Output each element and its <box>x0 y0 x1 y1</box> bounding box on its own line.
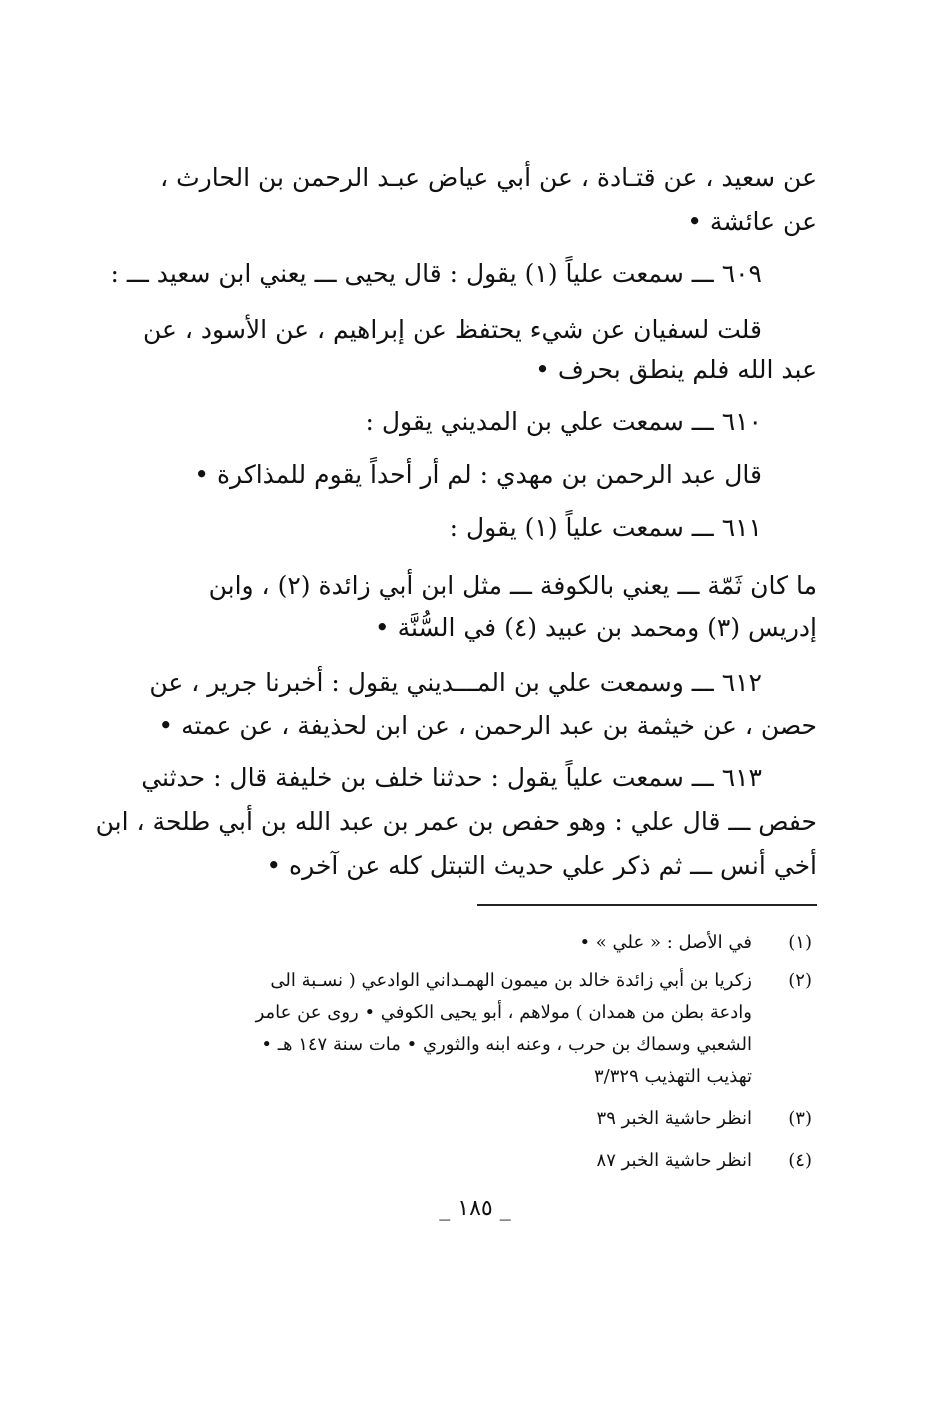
body-line: ما كان ثَمّة ـــ يعني بالكوفة ـــ مثل ابن أبي زائدة (٢) ، وابن <box>208 571 817 600</box>
footnote-text: في الأصل : « علي » • <box>579 932 752 953</box>
body-line: إدريس (٣) ومحمد بن عبيد (٤) في السُّنَّة • <box>374 613 817 642</box>
entry-613-heading: ٦١٣ ـــ سمعت علياً يقول : حدثنا خلف بن خليفة قال : حدثني <box>141 763 762 792</box>
footnote <box>0 1104 952 1134</box>
body-line: عبد الله فلم ينطق بحرف • <box>535 355 817 384</box>
body-line: أخي أنس ـــ ثم ذكر علي حديث التبتل كله عن آخره • <box>266 851 817 880</box>
body-line: قال عبد الرحمن بن مهدي : لم أر أحداً يقوم للمذاكرة • <box>194 460 762 489</box>
footnote-separator <box>477 904 817 906</box>
body-line: عن عائشة • <box>687 207 817 236</box>
footnote-continuation <box>0 1062 952 1092</box>
body-line: حصن ، عن خيثمة بن عبد الرحمن ، عن ابن لحذيفة ، عن عمته • <box>158 711 817 740</box>
footnote-text: انظر حاشية الخبر ٨٧ <box>596 1150 752 1171</box>
body-line: عن سعيد ، عن قتـادة ، عن أبي عياض عبـد الرحمن بن الحارث ، <box>160 163 817 192</box>
entry-612-heading: ٦١٢ ـــ وسمعت علي بن المـــديني يقول : أخبرنا جرير ، عن <box>149 668 762 697</box>
footnote-number: (٢) <box>788 970 812 991</box>
footnote <box>0 1146 952 1176</box>
entry-609-heading: ٦٠٩ ـــ سمعت علياً (١) يقول : قال يحيى ـــ يعني ابن سعيد ـــ : <box>110 259 762 288</box>
footnote-continuation <box>0 998 952 1028</box>
footnote-text: تهذيب التهذيب ٣/٣٢٩ <box>594 1066 752 1087</box>
footnote-number: (١) <box>788 932 812 953</box>
footnote-text: الشعبي وسماك بن حرب ، وعنه ابنه والثوري • مات سنة ١٤٧ هـ • <box>261 1034 752 1055</box>
footnote <box>0 966 952 996</box>
entry-610-heading: ٦١٠ ـــ سمعت علي بن المديني يقول : <box>365 407 762 436</box>
footnote-number: (٣) <box>788 1108 812 1129</box>
body-line: حفص ـــ قال علي : وهو حفص بن عمر بن عبد الله بن أبي طلحة ، ابن <box>95 807 817 836</box>
entry-611-heading: ٦١١ ـــ سمعت علياً (١) يقول : <box>449 513 762 542</box>
footnote-text: انظر حاشية الخبر ٣٩ <box>596 1108 752 1129</box>
footnote-number: (٤) <box>788 1150 812 1171</box>
footnote-text: زكريا بن أبي زائدة خالد بن ميمون الهمـداني الوادعي ( نسـبة الى <box>270 970 752 991</box>
footnote <box>0 928 952 958</box>
body-line: قلت لسفيان عن شيء يحتفظ عن إبراهيم ، عن الأسود ، عن <box>143 315 762 344</box>
page-number: _ ١٨٥ _ <box>439 1196 511 1221</box>
footnote-text: وادعة بطن من همدان ) مولاهم ، أبو يحيى الكوفي • روى عن عامر <box>255 1002 752 1023</box>
footnote-continuation <box>0 1030 952 1060</box>
